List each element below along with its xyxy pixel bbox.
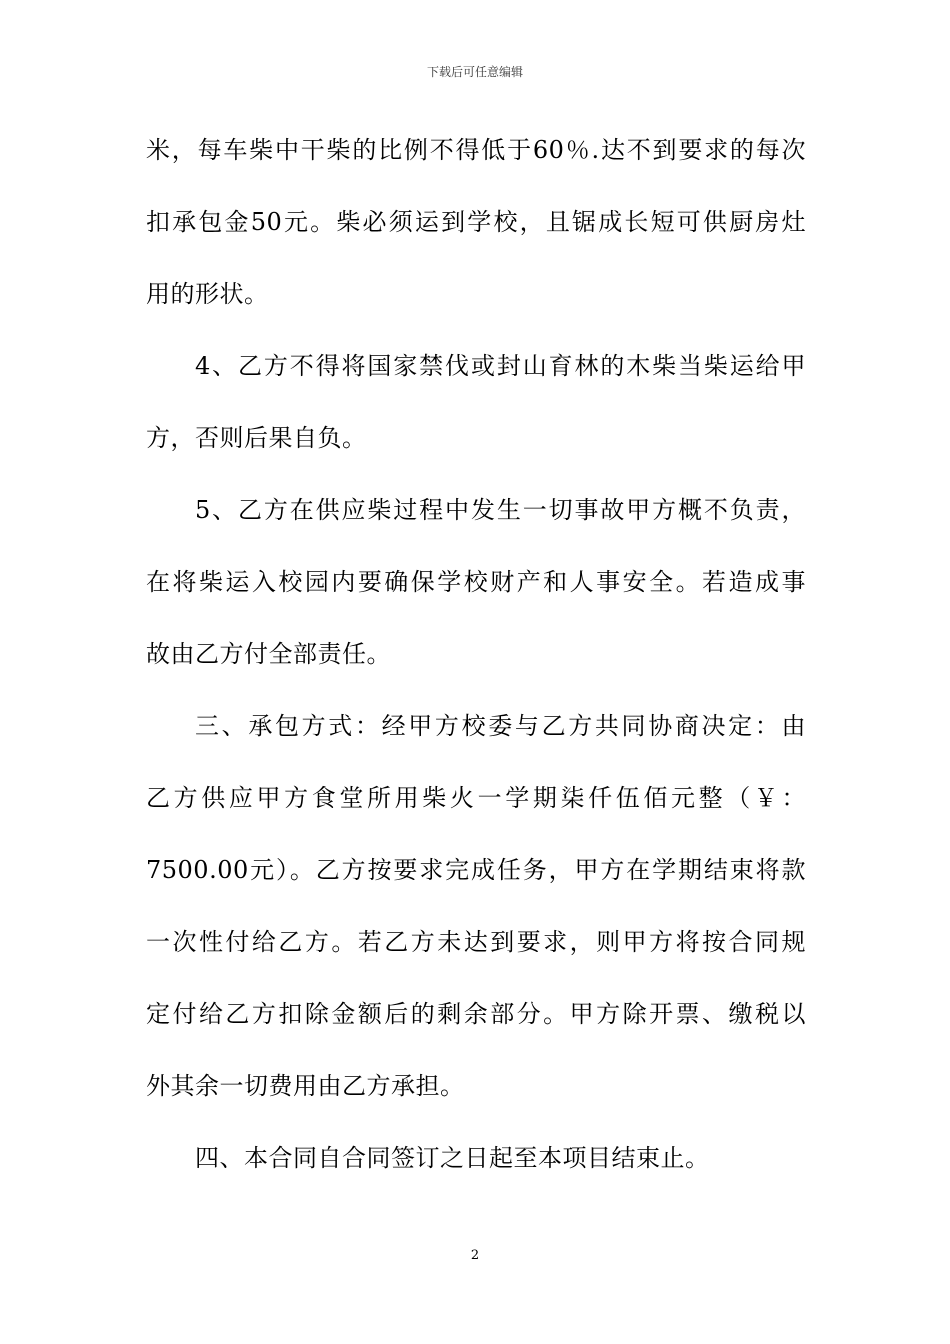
body-line: 5、乙方在供应柴过程中发生一切事故甲方概不负责， (195, 496, 806, 524)
body-line: 在将柴运入校园内要确保学校财产和人事安全。若造成事 (146, 568, 806, 596)
body-line: 方，否则后果自负。 (146, 424, 367, 452)
body-line: 米，每车柴中干柴的比例不得低于60％.达不到要求的每次 (146, 136, 806, 164)
body-line: 7500.00元）。乙方按要求完成任务，甲方在学期结束将款 (146, 856, 806, 884)
page-number: 2 (470, 1248, 480, 1263)
body-line: 扣承包金50元。柴必须运到学校，且锯成长短可供厨房灶 (146, 208, 806, 236)
page-header: 下载后可任意编辑 (426, 65, 523, 79)
body-line: 三、承包方式：经甲方校委与乙方共同协商决定：由 (195, 712, 806, 740)
document-body (146, 122, 806, 1202)
body-line: 故由乙方付全部责任。 (146, 640, 391, 668)
body-line: 4、乙方不得将国家禁伐或封山育林的木柴当柴运给甲 (195, 352, 806, 380)
body-line: 四、本合同自合同签订之日起至本项目结束止。 (195, 1144, 710, 1172)
body-line: 用的形状。 (146, 280, 269, 308)
body-line: 乙方供应甲方食堂所用柴火一学期柒仟伍佰元整（￥： (146, 784, 806, 812)
body-line: 定付给乙方扣除金额后的剩余部分。甲方除开票、缴税以 (146, 1000, 806, 1028)
body-line: 外其余一切费用由乙方承担。 (146, 1072, 465, 1100)
body-line: 一次性付给乙方。若乙方未达到要求，则甲方将按合同规 (146, 928, 806, 956)
